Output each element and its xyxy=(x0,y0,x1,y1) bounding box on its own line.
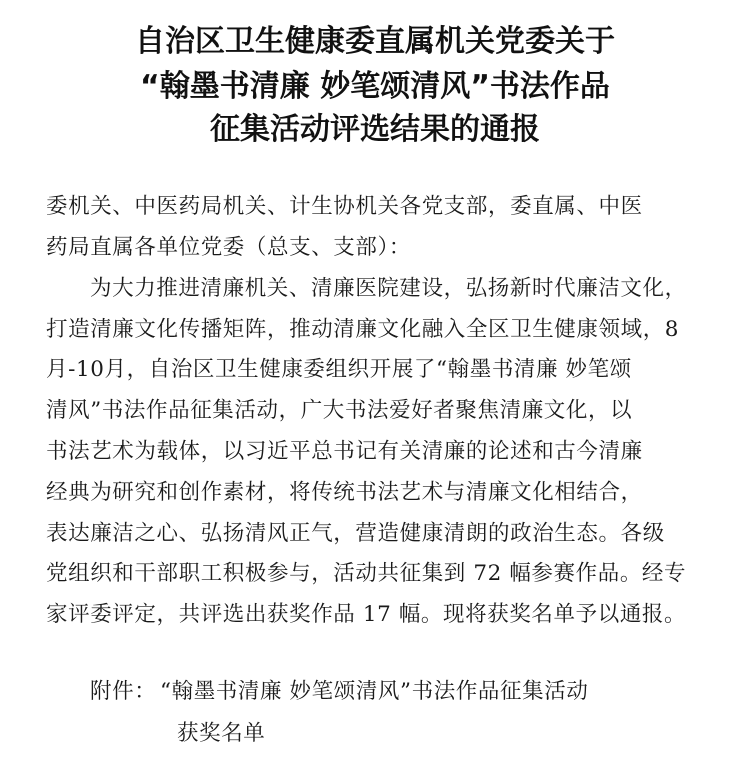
body-paragraph-line: 清风”书法作品征集活动，广大书法爱好者聚焦清廉文化，以 xyxy=(46,398,633,423)
attachment-title-line-1: “翰墨书清廉 妙笔颂清风”书法作品征集活动 xyxy=(160,679,589,704)
document-title-line-1: 自治区卫生健康委直属机关党委关于 xyxy=(135,24,615,59)
body-paragraph-line: 为大力推进清廉机关、清廉医院建设，弘扬新时代廉洁文化， xyxy=(90,276,687,301)
attachment-label: 附件： xyxy=(90,679,157,704)
document-title-line-3: 征集活动评选结果的通报 xyxy=(210,112,540,147)
body-paragraph-line: 家评委评定，共评选出获奖作品 17 幅。现将获奖名单予以通报。 xyxy=(46,602,687,627)
body-paragraph-line: 月-10月，自治区卫生健康委组织开展了“翰墨书清廉 妙笔颂 xyxy=(46,357,632,382)
body-paragraph-line: 表达廉洁之心、弘扬清风正气，营造健康清朗的政治生态。各级 xyxy=(46,521,665,546)
body-paragraph-line: 党组织和干部职工积极参与，活动共征集到 72 幅参赛作品。经专 xyxy=(46,561,687,586)
addressee-line-2: 药局直属各单位党委（总支、支部）： xyxy=(46,235,411,260)
addressee-line-1: 委机关、中医药局机关、计生协机关各党支部，委直属、中医 xyxy=(46,194,643,219)
document-title-line-2: “翰墨书清廉 妙笔颂清风”书法作品 xyxy=(140,69,610,104)
body-paragraph-line: 经典为研究和创作素材，将传统书法艺术与清廉文化相结合， xyxy=(46,480,643,505)
body-paragraph-line: 书法艺术为载体，以习近平总书记有关清廉的论述和古今清廉 xyxy=(46,439,643,464)
body-paragraph-line: 打造清廉文化传播矩阵，推动清廉文化融入全区卫生健康领域，8 xyxy=(46,317,680,342)
attachment-title-line-2: 获奖名单 xyxy=(177,721,266,746)
